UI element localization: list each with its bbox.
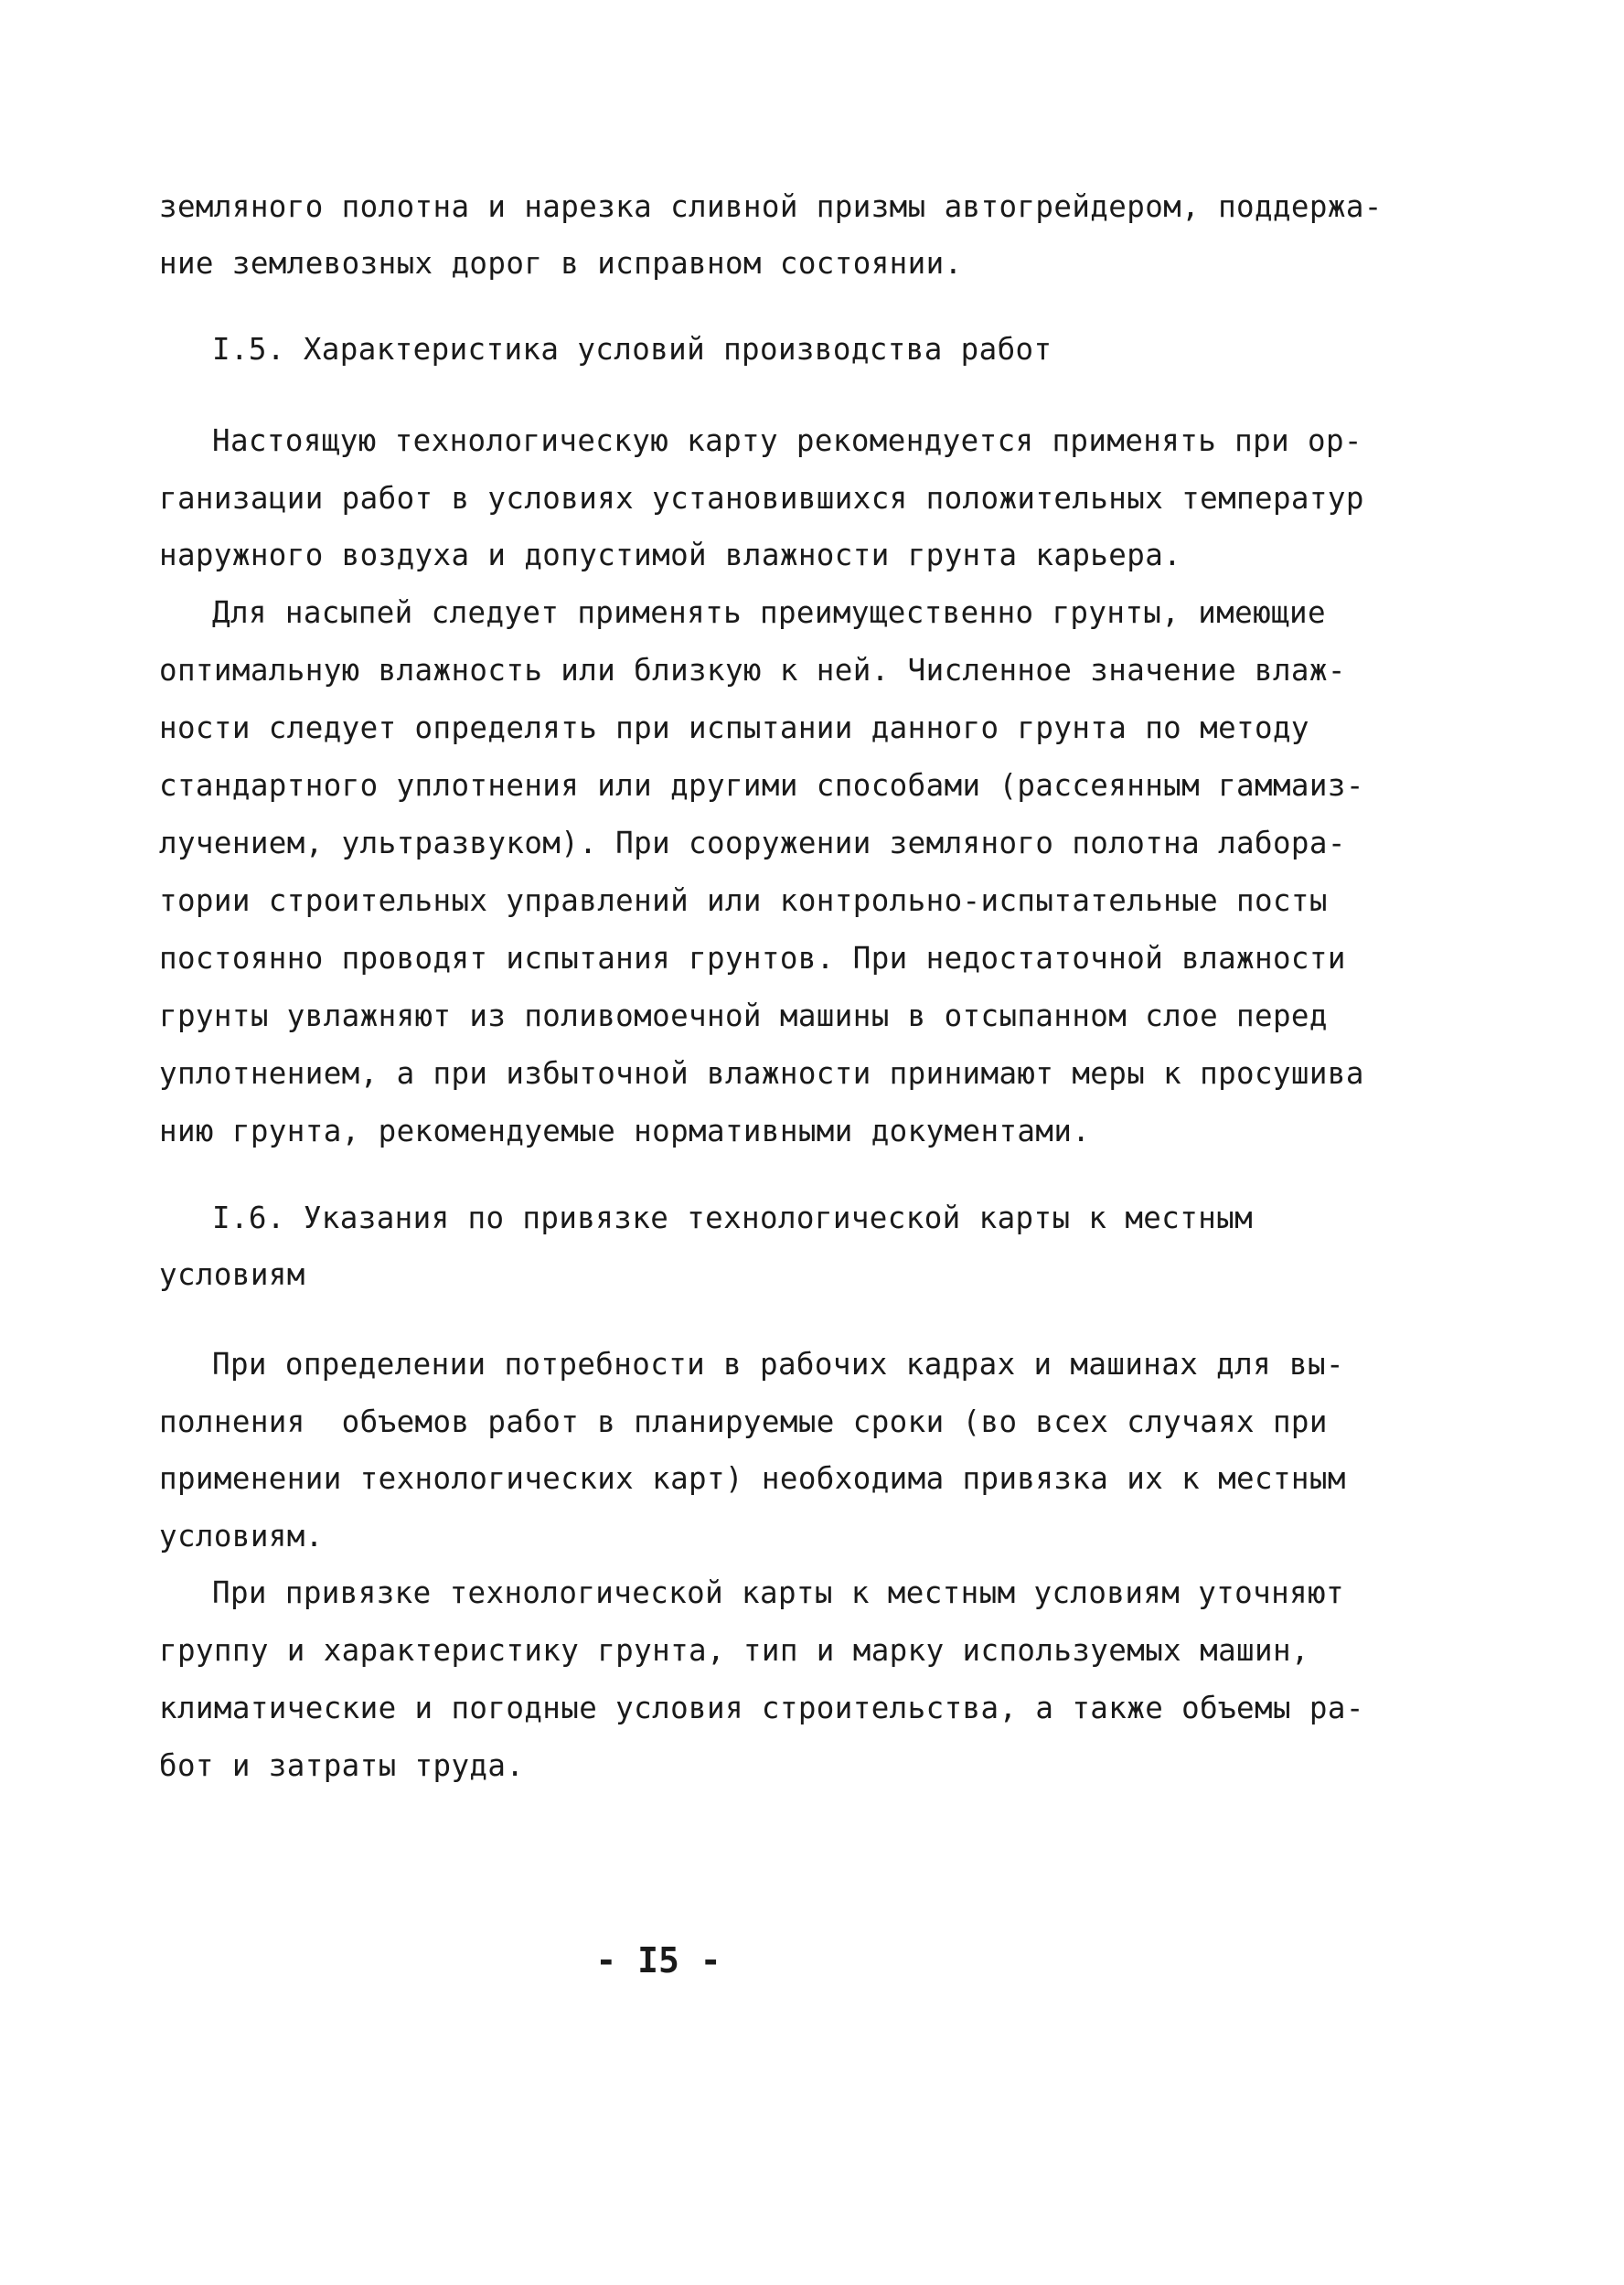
text-line: стандартного уплотнения или другими способами (рассеянным гаммаиз- [159,768,1364,803]
text-line: бот и затраты труда. [159,1748,525,1783]
text-line: климатические и погодные условия строительства, а также объемы ра- [159,1691,1364,1725]
text-line: постоянно проводят испытания грунтов. При недостаточной влажности [159,941,1346,976]
text-line: группу и характеристику грунта, тип и марку используемых машин, [159,1633,1309,1668]
text-line: Для насыпей следует применять преимущественно грунты, имеющие [212,595,1326,630]
page-number: - I5 - [595,1940,721,1981]
text-line: полнения объемов работ в планируемые сроки (во всех случаях при [159,1404,1328,1439]
text-line: При привязке технологической карты к местным условиям уточняют [212,1575,1344,1610]
section-heading: I.6. Указания по привязке технологической карты к местным [212,1201,1254,1235]
text-line: применении технологических карт) необходима привязка их к местным [159,1461,1346,1496]
text-line: ние землевозных дорог в исправном состоянии. [159,246,963,281]
text-line: Настоящую технологическую карту рекомендуется применять при ор- [212,423,1362,458]
text-line: тории строительных управлений или контрольно-испытательные посты [159,883,1328,918]
section-heading: условиям [159,1257,305,1292]
text-line: уплотнением, а при избыточной влажности принимают меры к просушива [159,1056,1364,1091]
section-heading: I.5. Характеристика условий производства работ [212,332,1052,367]
text-line: наружного воздуха и допустимой влажности грунта карьера. [159,538,1182,572]
text-line: При определении потребности в рабочих кадрах и машинах для вы- [212,1347,1344,1382]
text-line: ности следует определять при испытании данного грунта по методу [159,710,1309,745]
text-line: ганизации работ в условиях установившихся положительных температур [159,481,1364,516]
text-line: условиям. [159,1519,324,1554]
text-line: нию грунта, рекомендуемые нормативными документами. [159,1114,1091,1148]
text-line: лучением, ультразвуком). При сооружении земляного полотна лабора- [159,826,1346,860]
text-line: грунты увлажняют из поливомоечной машины в отсыпанном слое перед [159,998,1328,1033]
text-line: оптимальную влажность или близкую к ней. Численное значение влаж- [159,653,1346,688]
text-line: земляного полотна и нарезка сливной призмы автогрейдером, поддержа- [159,189,1383,224]
